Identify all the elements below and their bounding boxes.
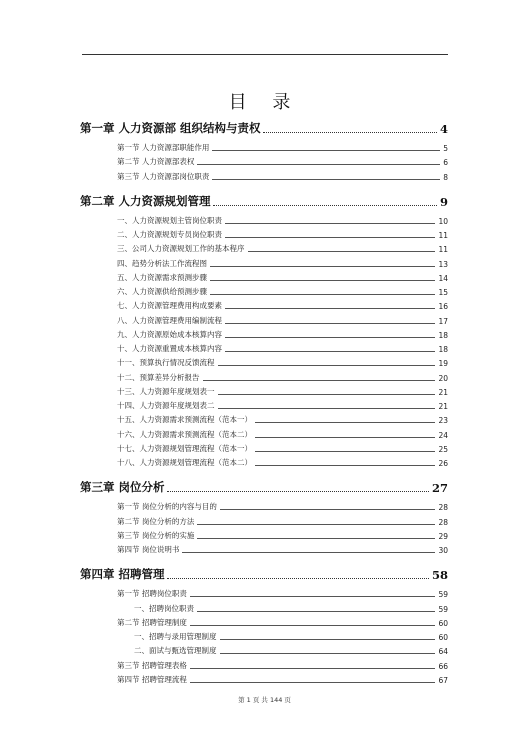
toc-leader	[220, 509, 436, 510]
toc-page-number: 18	[438, 345, 448, 354]
toc-entry[interactable]	[117, 674, 448, 685]
toc-page-number: 27	[431, 481, 448, 496]
toc-leader	[255, 422, 435, 423]
toc-leader	[220, 639, 436, 640]
toc-entry[interactable]	[117, 229, 448, 240]
toc-entry[interactable]	[117, 215, 448, 226]
toc-leader	[218, 408, 436, 409]
toc-page-number: 59	[438, 590, 448, 600]
toc-entry-label: 五、人力资源需求预测步骤	[117, 272, 207, 282]
toc-entry[interactable]	[117, 156, 448, 167]
toc-leader	[225, 337, 435, 338]
toc-entry[interactable]	[117, 357, 448, 368]
toc-entry-label: 八、人力资源管理费用编制流程	[117, 315, 222, 325]
toc-entry[interactable]	[117, 530, 448, 541]
toc-page-number: 28	[438, 503, 448, 513]
toc-leader	[167, 491, 429, 492]
toc-entry-label: 一、人力资源规划主管岗位职责	[117, 215, 222, 225]
toc-entry[interactable]	[117, 501, 448, 512]
toc-entry[interactable]	[117, 414, 448, 425]
toc-page-number: 29	[438, 531, 448, 541]
toc-chapter[interactable]	[80, 479, 448, 495]
toc-leader	[210, 266, 435, 267]
toc-leader	[255, 437, 435, 438]
toc-leader	[220, 653, 436, 654]
toc-entry[interactable]	[134, 631, 448, 642]
toc-leader	[225, 223, 435, 224]
toc-page-number: 58	[431, 568, 448, 583]
toc-leader	[197, 611, 435, 612]
toc-page-number: 20	[438, 373, 448, 383]
toc-page-number: 26	[438, 459, 448, 468]
toc-entry-label: 十三、人力资源年度规划表一	[117, 386, 215, 396]
toc-entry[interactable]	[117, 372, 448, 383]
toc-entry[interactable]	[117, 443, 448, 454]
toc-leader	[212, 179, 440, 180]
toc-page-number: 67	[438, 675, 448, 685]
toc-entry-label: 第三章 岗位分析	[80, 480, 165, 495]
toc-chapter[interactable]	[80, 193, 448, 209]
toc-page-number: 60	[438, 618, 448, 628]
toc-entry[interactable]	[117, 329, 448, 340]
toc-page-number: 10	[438, 216, 448, 226]
toc-page-number: 64	[438, 647, 448, 657]
toc-leader	[263, 132, 437, 133]
toc-leader	[225, 323, 435, 324]
toc-page-number: 25	[438, 444, 448, 454]
toc-leader	[225, 351, 435, 352]
toc-page-number: 15	[438, 288, 448, 297]
toc-entry-label: 三、公司人力资源规划工作的基本程序	[117, 244, 245, 254]
toc-entry[interactable]	[134, 603, 448, 614]
toc-entry-label: 第二节 岗位分析的方法	[117, 516, 195, 526]
toc-leader	[248, 251, 436, 252]
toc-entry-label: 一、招聘与录用管理制度	[134, 632, 217, 641]
toc-page-number: 8	[443, 172, 448, 182]
toc-entry[interactable]	[117, 516, 448, 527]
toc-entry[interactable]	[117, 343, 448, 354]
toc-page-number: 21	[438, 387, 448, 397]
toc-entry-label: 第四章 招聘管理	[80, 567, 165, 582]
toc-page-number: 21	[438, 402, 448, 411]
toc-page-number: 16	[438, 302, 448, 312]
toc-leader	[197, 524, 435, 525]
toc-entry-label: 十、人力资源重置成本核算内容	[117, 344, 222, 353]
toc-leader	[203, 380, 436, 381]
toc-page-number: 24	[438, 430, 448, 440]
toc-entry[interactable]	[117, 286, 448, 297]
toc-entry-label: 一、招聘岗位职责	[134, 603, 194, 613]
toc-entry-label: 十七、人力资源规划管理流程（范本一）	[117, 443, 252, 453]
toc-entry[interactable]	[117, 258, 448, 269]
toc-entry-label: 第四节 招聘管理流程	[117, 674, 187, 684]
toc-entry-label: 第四节 岗位说明书	[117, 545, 180, 554]
toc-entry-label: 第一章 人力资源部 组织结构与责权	[80, 121, 261, 135]
toc-page-number: 14	[438, 273, 448, 283]
toc-leader	[182, 552, 435, 553]
toc-entry[interactable]	[117, 315, 448, 326]
toc-page-number: 13	[438, 259, 448, 269]
toc-page-number: 5	[443, 144, 448, 153]
toc-chapter[interactable]	[80, 120, 448, 136]
toc-leader	[190, 625, 436, 626]
toc-leader	[190, 682, 436, 683]
toc-entry-label: 第一节 招聘岗位职责	[117, 589, 187, 599]
toc-entry[interactable]	[117, 588, 448, 599]
toc-entry-label: 十四、人力资源年度规划表二	[117, 401, 215, 410]
toc-chapter[interactable]	[80, 566, 448, 582]
toc-entry[interactable]	[117, 243, 448, 254]
toc-leader	[213, 205, 437, 206]
toc-entry-label: 七、人力资源管理费用构成要素	[117, 301, 222, 311]
toc-leader	[218, 365, 436, 366]
toc-entry[interactable]	[117, 400, 448, 411]
toc-leader	[190, 596, 436, 597]
toc-entry-label: 十六、人力资源需求预测流程（范本二）	[117, 429, 252, 439]
toc-entry[interactable]	[117, 386, 448, 397]
toc-entry-label: 十五、人力资源需求预测流程（范本一）	[117, 415, 252, 425]
toc-entry[interactable]	[117, 544, 448, 555]
toc-page-number: 17	[438, 316, 448, 326]
toc-entry-label: 第二节 人力资源部表权	[117, 157, 195, 167]
toc-leader	[225, 308, 435, 309]
page-footer: 第 1 页 共 144 页	[238, 696, 291, 704]
page-title: 目 录	[228, 92, 301, 113]
toc-page-number: 66	[438, 661, 448, 671]
toc-page-number: 28	[438, 517, 448, 527]
toc-entry-label: 第一节 岗位分析的内容与目的	[117, 502, 217, 512]
toc-leader	[255, 465, 435, 466]
toc-entry[interactable]	[117, 300, 448, 311]
toc-entry[interactable]	[134, 645, 448, 656]
toc-leader	[197, 164, 440, 165]
toc-leader	[210, 294, 435, 295]
toc-page-number: 30	[438, 546, 448, 555]
toc-entry[interactable]	[117, 272, 448, 283]
toc-entry-label: 第一节 人力资源部职能作用	[117, 143, 210, 152]
toc-leader	[197, 538, 435, 539]
toc-leader	[167, 578, 429, 579]
toc-leader	[212, 150, 440, 151]
toc-page-number: 18	[438, 330, 448, 340]
toc-entry[interactable]	[117, 617, 448, 628]
toc-page-number: 59	[438, 604, 448, 614]
toc-entry[interactable]	[117, 429, 448, 440]
toc-entry-label: 第二章 人力资源规划管理	[80, 193, 211, 208]
toc-entry-label: 二、面试与甄选管理制度	[134, 646, 217, 656]
toc-page-number: 6	[443, 158, 448, 168]
toc-entry-label: 九、人力资源原始成本核算内容	[117, 329, 222, 339]
toc-page-number: 23	[438, 416, 448, 426]
toc-leader	[218, 394, 436, 395]
toc-page-number: 11	[438, 245, 448, 255]
toc-entry[interactable]	[117, 457, 448, 468]
toc-entry[interactable]	[117, 171, 448, 182]
toc-page-number: 60	[438, 633, 448, 642]
toc-entry-label: 第三节 人力资源部岗位职责	[117, 171, 210, 181]
toc-page-number: 11	[438, 231, 448, 240]
toc-entry-label: 十二、预算差异分析报告	[117, 372, 200, 382]
toc-leader	[225, 237, 435, 238]
toc-entry-label: 二、人力资源规划专员岗位职责	[117, 230, 222, 239]
toc-leader	[210, 280, 435, 281]
toc-entry-label: 第三节 岗位分析的实施	[117, 530, 195, 540]
toc-entry[interactable]	[117, 660, 448, 671]
toc-page-number: 4	[439, 122, 448, 136]
toc-entry-label: 十一、预算执行情况反馈流程	[117, 358, 215, 368]
toc-entry-label: 四、趋势分析法工作流程图	[117, 258, 207, 268]
toc-entry-label: 六、人力资源供给预测步骤	[117, 287, 207, 296]
toc-entry-label: 十八、人力资源规划管理流程（范本二）	[117, 458, 252, 467]
toc-page-number: 9	[439, 194, 448, 209]
toc-page-number: 19	[438, 359, 448, 369]
toc-entry-label: 第二节 招聘管理制度	[117, 617, 187, 627]
toc-leader	[190, 668, 436, 669]
toc-entry[interactable]	[117, 142, 448, 153]
toc-leader	[255, 451, 435, 452]
toc-entry-label: 第三节 招聘管理表格	[117, 660, 187, 670]
